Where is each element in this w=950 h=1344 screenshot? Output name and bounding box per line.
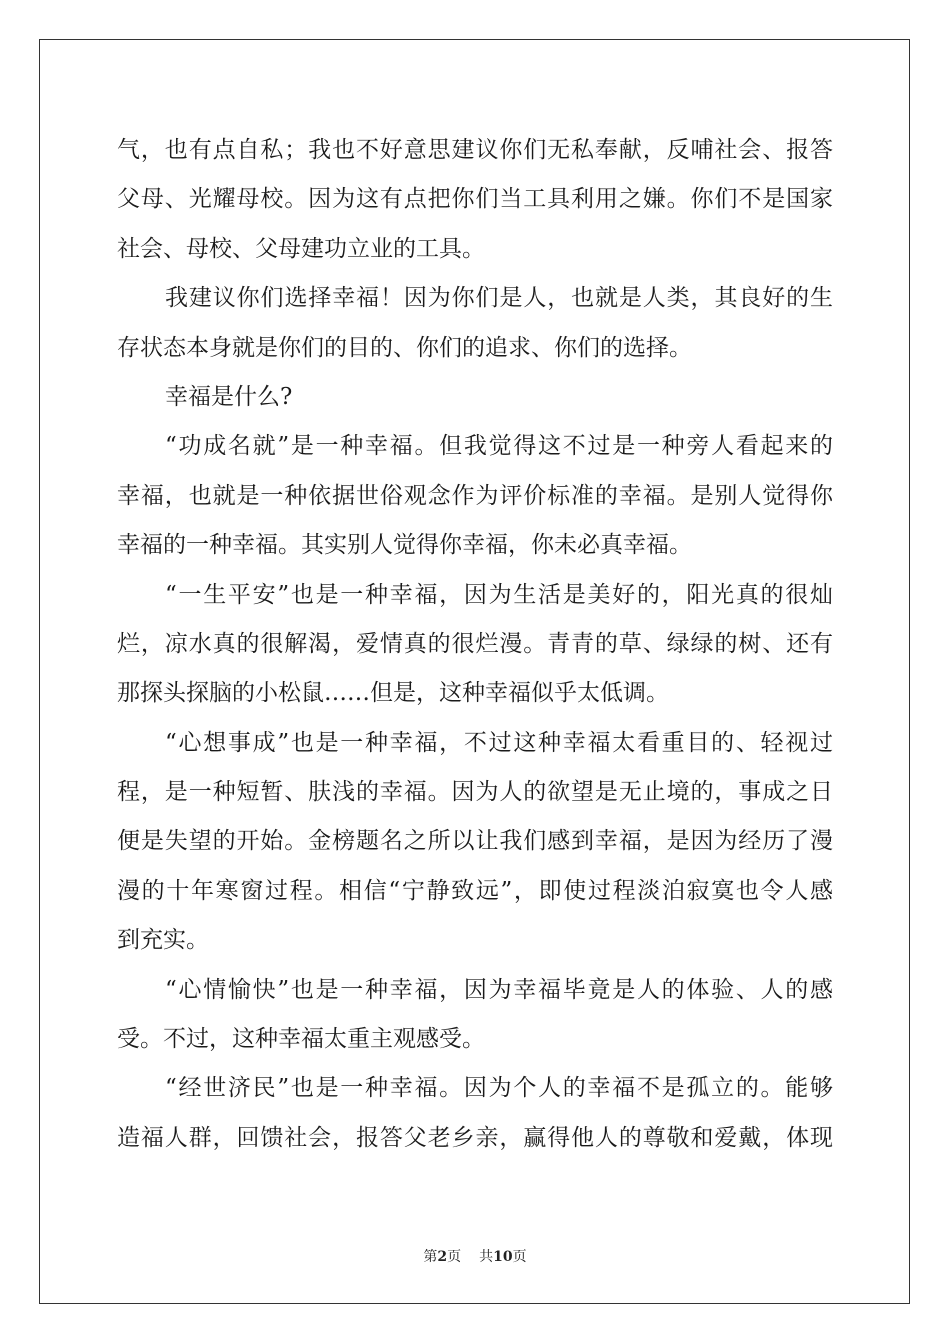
text-line: 造福人群，回馈社会，报答父老乡亲，赢得他人的尊敬和爱戴，体现 [117, 1124, 833, 1151]
page-number: 第2页 [423, 1249, 462, 1265]
text-line: 受。不过，这种幸福太重主观感受。 [117, 1026, 485, 1053]
text-line: 气，也有点自私；我也不好意思建议你们无私奉献，反哺社会、报答 [117, 137, 833, 163]
text-line: “心想事成”也是一种幸福，不过这种幸福太看重目的、轻视过 [165, 729, 833, 756]
text-line: 幸福是什么? [165, 383, 293, 410]
text-line: 便是失望的开始。金榜题名之所以让我们感到幸福，是因为经历了漫 [117, 828, 833, 855]
text-line: “功成名就”是一种幸福。但我觉得这不过是一种旁人看起来的 [165, 433, 833, 460]
text-line: 程，是一种短暂、肤浅的幸福。因为人的欲望是无止境的，事成之日 [117, 779, 833, 806]
text-line: “心情愉快”也是一种幸福，因为幸福毕竟是人的体验、人的感 [165, 976, 833, 1003]
text-line: 社会、母校、父母建功立业的工具。 [117, 235, 485, 262]
text-line: 漫的十年寒窗过程。相信“宁静致远”，即使过程淡泊寂寞也令人感 [117, 877, 833, 904]
text-line: 父母、光耀母校。因为这有点把你们当工具利用之嫌。你们不是国家 [117, 186, 833, 213]
text-line: “经世济民”也是一种幸福。因为个人的幸福不是孤立的。能够 [165, 1075, 833, 1102]
text-line: 那探头探脑的小松鼠……但是，这种幸福似乎太低调。 [117, 680, 669, 707]
document-body [117, 126, 833, 1163]
text-line: 烂，凉水真的很解渴，爱情真的很烂漫。青青的草、绿绿的树、还有 [117, 630, 833, 657]
text-line: 幸福的一种幸福。其实别人觉得你幸福，你未必真幸福。 [117, 532, 692, 559]
page-total: 共10页 [479, 1249, 527, 1265]
text-line: 幸福，也就是一种依据世俗观念作为评价标准的幸福。是别人觉得你 [117, 482, 833, 509]
text-line: 我建议你们选择幸福！因为你们是人，也就是人类，其良好的生 [165, 285, 833, 312]
page-footer [0, 1246, 950, 1266]
text-line: 到充实。 [117, 927, 209, 954]
text-line: 存状态本身就是你们的目的、你们的追求、你们的选择。 [117, 334, 692, 361]
text-line: “一生平安”也是一种幸福，因为生活是美好的，阳光真的很灿 [165, 581, 833, 608]
